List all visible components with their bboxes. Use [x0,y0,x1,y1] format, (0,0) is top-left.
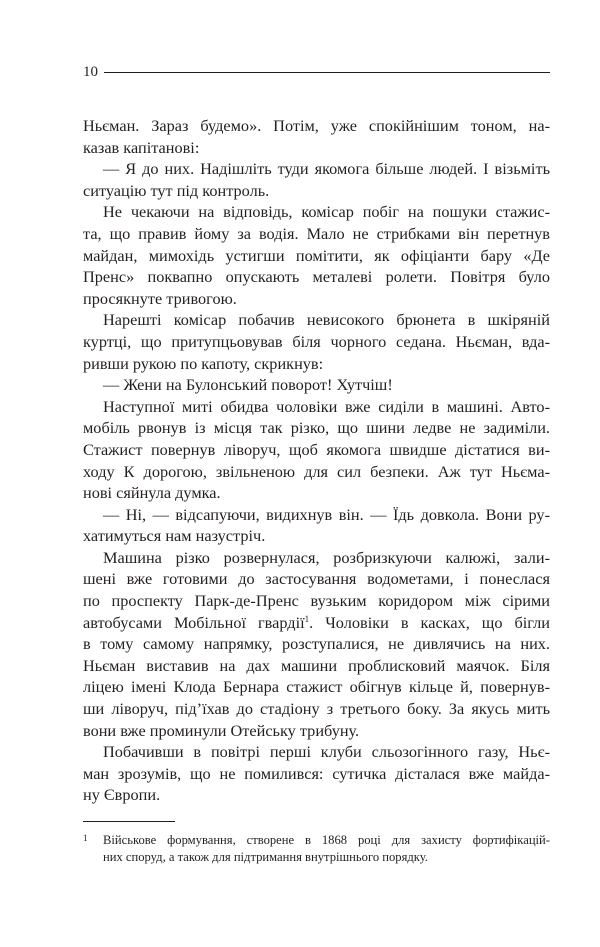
text-line [83,612,550,634]
paragraph [83,374,550,396]
text-line: мобіль рвонув із місця так різко, що шини ледве не задиміли. [83,418,550,438]
footnote-line: Військове формування, створене в 1868 році для захисту фортифікацій- [103,833,550,847]
text-line: Пренс» поквапно опускають металеві ролети. Повітря було [83,267,550,287]
text-line: — Ні, — відсапуючи, видихнув він. — Їдь довкола. Вони ру- [103,504,550,524]
text-line: казав капітанові: [83,137,200,157]
text-line: майдан, мимохідь устигши помітити, як офіціанти бару «Де [83,245,550,265]
text-line: Не чекаючи на відповідь, комісар побіг на пошуки стажис- [103,202,550,222]
text-line: та, що правив йому за водія. Мало не стрибками він перетнув [83,223,550,243]
text-line: нові сяйнула думка. [83,483,221,503]
text-line: Ньєман. Зараз будемо». Потім, уже спокійнішим тоном, на- [83,116,550,135]
text-line: просякнуте тривогою. [83,288,237,308]
text-line: вони вже проминули Отейську трибуну. [83,720,360,740]
footnote-separator [83,821,175,822]
text-line: Машина різко розвернулася, розбризкуючи калюжі, зали- [103,547,550,567]
page-header [83,62,550,82]
text-line: Стажист повернув ліворуч, щоб якомога швидше дістатися ви- [83,439,550,459]
text-line: — Жени на Булонський поворот! Хутчіш! [103,375,393,395]
text-line: хатимуться нам назустріч. [83,526,266,546]
footnote-mark: 1 [83,833,88,843]
footnote-line: них споруд, а також для підтримання внутрішнього порядку. [103,850,428,864]
footnote-reference[interactable]: 1 [304,613,310,624]
text-segment: . Чоловіки в касках, що бігли [309,612,550,632]
footnote [83,832,550,866]
text-line: ну Європи. [83,785,161,805]
text-line: шені вже готовими до застосування водометами, і понеслася [83,569,550,589]
paragraph [83,115,550,158]
text-line: — Я до них. Надішліть туди якомога більше людей. І візьміть [103,159,550,179]
text-line: Нарешті комісар побачив невисокого брюнета в шкіряній [103,310,550,330]
paragraph [83,158,550,201]
text-line: ситуацію тут під контроль. [83,180,270,200]
paragraph [83,201,550,309]
text-line: ходу К дорогою, звільненою для сил безпеки. Аж тут Ньєма- [83,461,550,481]
text-segment: автобусами Мобільної гвардії [83,612,305,632]
text-line: ривши рукою по капоту, скрикнув: [83,353,324,373]
text-line: Ньєман виставив на дах машини проблисковий маячок. Біля [83,655,550,675]
text-line: ши ліворуч, під’їхав до стадіону з третього боку. За якусь мить [83,699,550,719]
paragraph [83,741,550,806]
text-line: куртці, що притупцьовував біля чорного седана. Ньєман, вда- [83,331,550,351]
text-line: Побачивши в повітрі перші клуби сльозогінного газу, Ньє- [103,742,550,762]
header-rule [104,72,550,73]
main-text [83,115,550,806]
paragraph [83,309,550,374]
text-line: Наступної миті обидва чоловіки вже сиділи в машині. Авто- [103,396,550,416]
page-number: 10 [83,63,98,80]
paragraph [83,396,550,504]
text-line: ман зрозумів, що не помилився: сутичка дісталася вже майда- [83,763,550,783]
text-line: ліцею імені Клода Бернара стажист обігнув кільце й, повернув- [83,677,550,697]
paragraph [83,547,550,741]
paragraph [83,504,550,547]
text-line: по проспекту Парк-де-Пренс вузьким коридором між сірими [83,591,550,611]
text-line: в тому самому напрямку, розступалися, не дивлячись на них. [83,634,550,654]
